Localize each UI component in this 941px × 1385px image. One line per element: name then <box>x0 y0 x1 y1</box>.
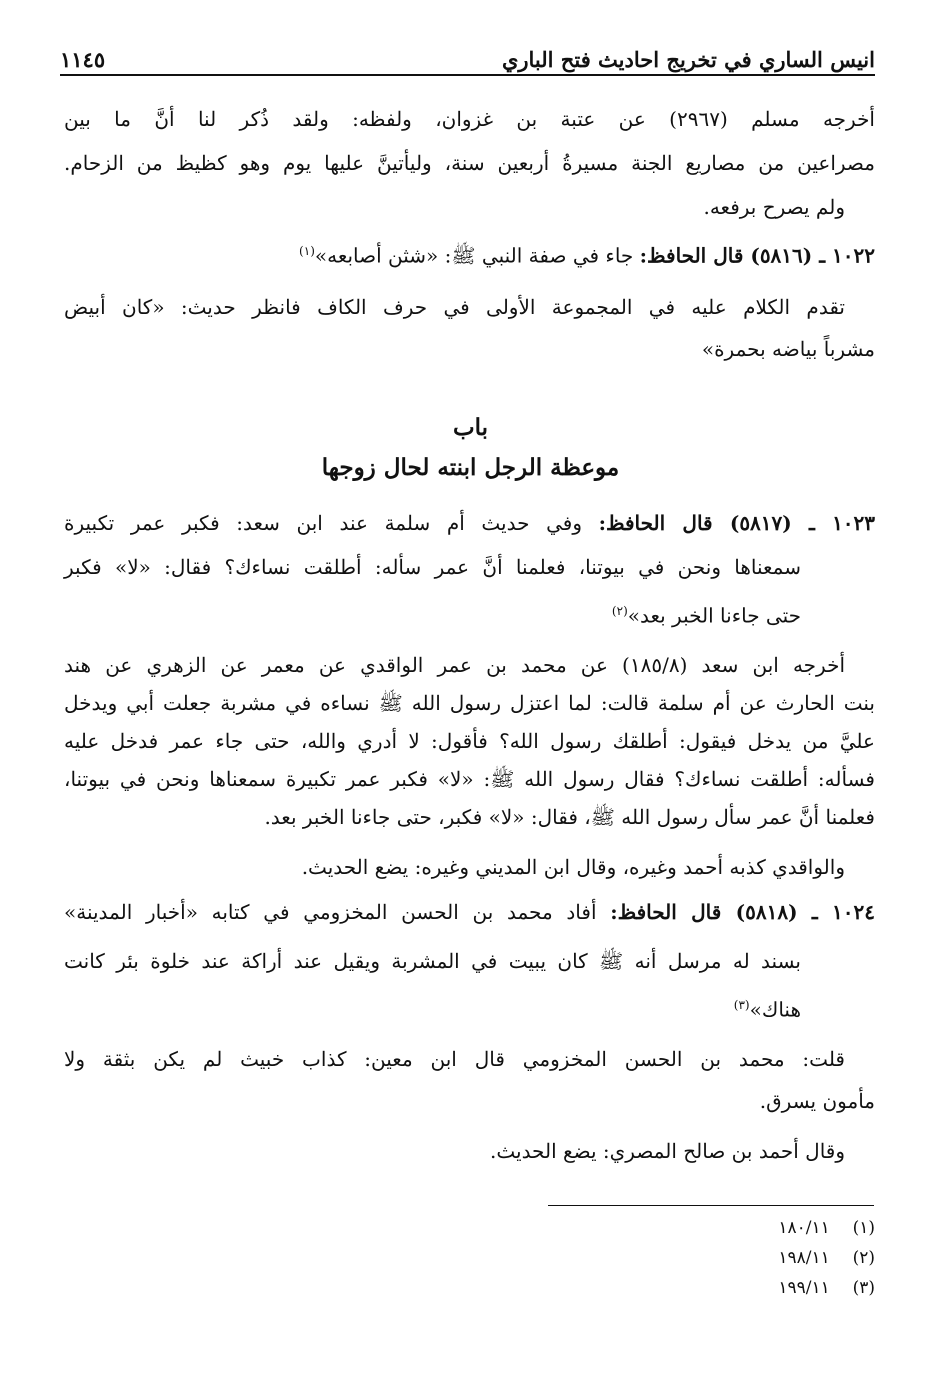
text-line <box>612 596 801 631</box>
text-line: تقدم الكلام عليه في المجموعة الأولى في حرف الكاف فانظر حديث: «كان أبيض <box>64 295 845 319</box>
text-fragment: حتى جاءنا الخبر بعد» <box>627 603 801 628</box>
footnote-number: (١) <box>852 1218 875 1238</box>
hadith-text: جاء في صفة النبي ﷺ: «شثن أصابعه» <box>314 243 634 268</box>
text-line: بنت الحارث عن أم سلمة قالت: لما اعتزل رسول الله ﷺ نساءه في مشربة جعلت أبي ويدخل <box>64 691 875 715</box>
text-line: ولم يصرح برفعه. <box>703 195 845 219</box>
text-fragment: هناك» <box>749 997 801 1022</box>
book-title: انيس الساري في تخريج احاديث فتح الباري <box>501 47 875 72</box>
hadith-number: ١٠٢٣ ـ (٥٨١٧) قال الحافظ: <box>598 511 876 535</box>
text-line: قلت: محمد بن الحسن المخزومي قال ابن معين: كذاب خبيث لم يكن بثقة ولا <box>64 1047 845 1071</box>
hadith-text: وفي حديث أم سلمة عند ابن سعد: فكبر عمر تكبيرة <box>64 511 582 535</box>
footnote-ref: (٢) <box>611 604 628 618</box>
text-line: بسند له مرسل أنه ﷺ كان يبيت في المشربة ويقيل عند أراكة عند خلوة بئر كانت <box>64 949 801 973</box>
footnote <box>778 1216 875 1240</box>
footnote <box>778 1276 875 1300</box>
text-line: فعلمنا أنَّ عمر سأل رسول الله ﷺ، فقال: «لا» فكبر، حتى جاءنا الخبر بعد. <box>264 805 875 829</box>
running-header <box>60 38 875 76</box>
text-line: مأمون يسرق. <box>759 1089 875 1113</box>
page-number: ١١٤٥ <box>60 47 106 72</box>
footnote-number: (٣) <box>852 1278 875 1298</box>
hadith-entry-1024 <box>64 897 875 927</box>
text-line: والواقدي كذبه أحمد وغيره، وقال ابن المديني وغيره: يضع الحديث. <box>301 855 845 879</box>
hadith-number: ١٠٢٤ ـ (٥٨١٨) قال الحافظ: <box>610 900 876 924</box>
footnote-text: ١٩٩/١١ <box>778 1278 830 1298</box>
hadith-text: أفاد محمد بن الحسن المخزومي في كتابه «أخبار المدينة» <box>64 900 597 924</box>
text-line: سمعناها ونحن في بيوتنا، فعلمنا أنَّ عمر سأله: أطلقت نساءك؟ فقال: «لا» فكبر <box>64 555 801 579</box>
footnote <box>778 1246 875 1270</box>
text-line: مشرباً بياضه بحمرة» <box>701 337 875 361</box>
chapter-label: باب <box>452 414 489 441</box>
footnote-separator <box>548 1205 874 1206</box>
hadith-entry-1023 <box>64 508 875 538</box>
footnote-text: ١٩٨/١١ <box>778 1248 830 1268</box>
text-line: أخرجه مسلم (٢٩٦٧) عن عتبة بن غزوان، ولفظه: ولقد ذُكر لنا أنَّ ما بين <box>64 107 875 131</box>
text-line: مصراعين من مصاريع الجنة مسيرةُ أربعين سنة، وليأتينَّ عليها يوم وهو كظيظ من الزحام. <box>64 151 875 175</box>
footnote-text: ١٨٠/١١ <box>778 1218 830 1238</box>
footnote-ref: (١) <box>299 244 315 258</box>
text-line: عليَّ من يدخل فيقول: أطلقك رسول الله؟ فأقول: لا أدري والله، حتى جاء عمر فدخل عليه <box>64 729 875 753</box>
chapter-title: موعظة الرجل ابنته لحال زوجها <box>321 454 620 481</box>
text-line: وقال أحمد بن صالح المصري: يضع الحديث. <box>490 1139 845 1163</box>
footnote-number: (٢) <box>852 1248 875 1268</box>
text-line: أخرجه ابن سعد (١٨٥/٨) عن محمد بن عمر الواقدي عن معمر عن الزهري عن هند <box>64 653 845 677</box>
text-line: فسأله: أطلقت نساءك؟ فقال رسول الله ﷺ: «لا» فكبر عمر تكبيرة سمعناها ونحن في بيوتنا، <box>64 767 875 791</box>
hadith-entry-1022 <box>299 236 875 271</box>
text-line <box>734 990 801 1025</box>
hadith-number: ١٠٢٢ ـ (٥٨١٦) قال الحافظ: <box>639 243 875 268</box>
footnote-ref: (٣) <box>733 998 750 1012</box>
